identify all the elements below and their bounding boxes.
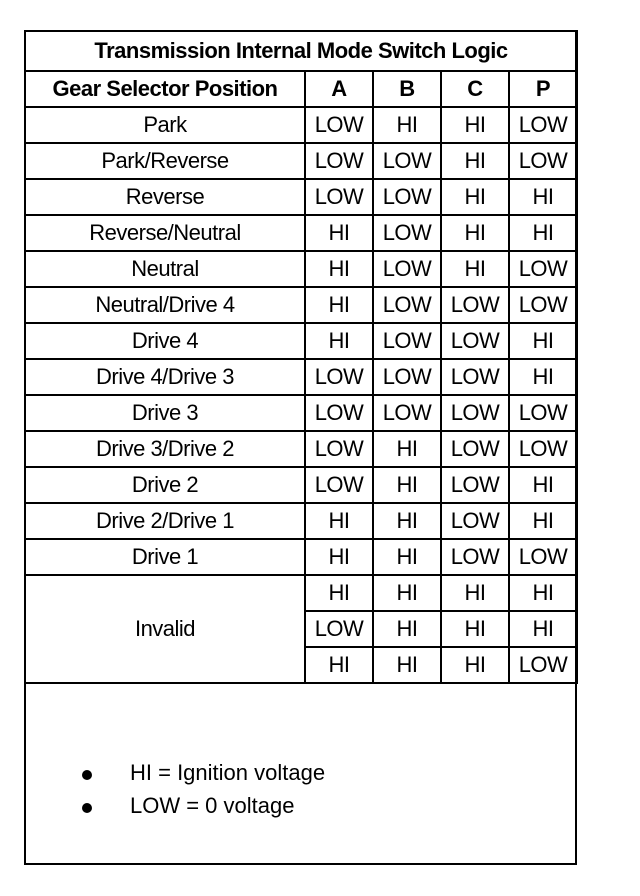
signal-value-cell: HI — [509, 611, 577, 647]
signal-value-cell: HI — [305, 251, 373, 287]
gear-position-cell: Drive 1 — [25, 539, 305, 575]
signal-value-cell: LOW — [373, 251, 441, 287]
signal-value-cell: LOW — [305, 143, 373, 179]
signal-value-cell: HI — [373, 107, 441, 143]
signal-value-cell: LOW — [509, 647, 577, 683]
signal-value-cell: HI — [373, 611, 441, 647]
signal-value-cell: HI — [441, 179, 509, 215]
note-text: LOW = 0 voltage — [130, 793, 295, 818]
signal-value-cell: HI — [509, 323, 577, 359]
table-row — [25, 251, 577, 287]
signal-value-cell: LOW — [305, 611, 373, 647]
signal-value-cell: HI — [305, 539, 373, 575]
table-row — [25, 323, 577, 359]
signal-value-cell: LOW — [509, 143, 577, 179]
note-item — [24, 760, 577, 788]
table-row — [25, 539, 577, 575]
signal-value-cell: LOW — [441, 323, 509, 359]
table-row — [25, 503, 577, 539]
signal-value-cell: LOW — [305, 359, 373, 395]
table-row — [25, 143, 577, 179]
signal-value-cell: HI — [509, 215, 577, 251]
signal-value-cell: LOW — [373, 215, 441, 251]
gear-position-cell: Reverse/Neutral — [25, 215, 305, 251]
gear-position-cell: Invalid — [25, 575, 305, 683]
notes-section — [24, 746, 577, 865]
gear-position-cell: Drive 4 — [25, 323, 305, 359]
column-header-p: P — [509, 71, 577, 107]
table-row — [25, 287, 577, 323]
signal-value-cell: LOW — [509, 539, 577, 575]
table-title: Transmission Internal Mode Switch Logic — [25, 31, 577, 71]
table-row — [25, 215, 577, 251]
gear-position-cell: Park/Reverse — [25, 143, 305, 179]
gear-position-cell: Reverse — [25, 179, 305, 215]
header-row — [25, 71, 577, 107]
gear-position-cell: Drive 3/Drive 2 — [25, 431, 305, 467]
signal-value-cell: LOW — [509, 395, 577, 431]
gear-position-cell: Drive 4/Drive 3 — [25, 359, 305, 395]
signal-value-cell: LOW — [441, 395, 509, 431]
signal-value-cell: LOW — [441, 503, 509, 539]
table-row — [25, 431, 577, 467]
signal-value-cell: LOW — [509, 251, 577, 287]
table-row — [25, 179, 577, 215]
signal-value-cell: HI — [305, 287, 373, 323]
signal-value-cell: HI — [373, 467, 441, 503]
signal-value-cell: HI — [373, 503, 441, 539]
signal-value-cell: LOW — [509, 431, 577, 467]
signal-value-cell: LOW — [373, 179, 441, 215]
signal-value-cell: HI — [441, 143, 509, 179]
signal-value-cell: LOW — [305, 395, 373, 431]
signal-value-cell: HI — [441, 215, 509, 251]
signal-value-cell: LOW — [305, 431, 373, 467]
signal-value-cell: LOW — [441, 539, 509, 575]
signal-value-cell: HI — [373, 539, 441, 575]
signal-value-cell: HI — [305, 215, 373, 251]
gear-position-cell: Drive 3 — [25, 395, 305, 431]
column-header-position: Gear Selector Position — [25, 71, 305, 107]
signal-value-cell: HI — [509, 179, 577, 215]
column-header-a: A — [305, 71, 373, 107]
column-header-c: C — [441, 71, 509, 107]
signal-value-cell: LOW — [373, 143, 441, 179]
signal-value-cell: HI — [373, 575, 441, 611]
gear-position-cell: Drive 2 — [25, 467, 305, 503]
mode-switch-logic-table — [24, 30, 578, 684]
signal-value-cell: HI — [441, 575, 509, 611]
title-row — [25, 31, 577, 71]
signal-value-cell: LOW — [509, 287, 577, 323]
column-header-b: B — [373, 71, 441, 107]
signal-value-cell: LOW — [441, 287, 509, 323]
signal-value-cell: LOW — [373, 395, 441, 431]
signal-value-cell: HI — [441, 647, 509, 683]
table-row — [25, 107, 577, 143]
signal-value-cell: HI — [441, 611, 509, 647]
signal-value-cell: LOW — [441, 431, 509, 467]
gear-position-cell: Neutral — [25, 251, 305, 287]
signal-value-cell: HI — [441, 251, 509, 287]
note-item — [24, 793, 577, 821]
signal-value-cell: HI — [373, 647, 441, 683]
table-row — [25, 395, 577, 431]
gear-position-cell: Drive 2/Drive 1 — [25, 503, 305, 539]
signal-value-cell: HI — [509, 575, 577, 611]
signal-value-cell: LOW — [305, 467, 373, 503]
signal-value-cell: LOW — [441, 359, 509, 395]
signal-value-cell: HI — [509, 467, 577, 503]
signal-value-cell: HI — [509, 503, 577, 539]
gear-position-cell: Neutral/Drive 4 — [25, 287, 305, 323]
signal-value-cell: LOW — [373, 323, 441, 359]
table-row-invalid — [25, 575, 577, 611]
signal-value-cell: HI — [305, 503, 373, 539]
signal-value-cell: HI — [441, 107, 509, 143]
signal-value-cell: LOW — [441, 467, 509, 503]
signal-value-cell: LOW — [373, 287, 441, 323]
signal-value-cell: LOW — [305, 179, 373, 215]
table-row — [25, 359, 577, 395]
note-text: HI = Ignition voltage — [130, 760, 326, 785]
bullet-icon — [82, 803, 92, 813]
bullet-icon — [82, 770, 92, 780]
signal-value-cell: LOW — [509, 107, 577, 143]
signal-value-cell: HI — [305, 323, 373, 359]
signal-value-cell: LOW — [305, 107, 373, 143]
signal-value-cell: LOW — [373, 359, 441, 395]
signal-value-cell: HI — [305, 575, 373, 611]
table-row — [25, 467, 577, 503]
signal-value-cell: HI — [305, 647, 373, 683]
signal-value-cell: HI — [509, 359, 577, 395]
signal-value-cell: HI — [373, 431, 441, 467]
gear-position-cell: Park — [25, 107, 305, 143]
